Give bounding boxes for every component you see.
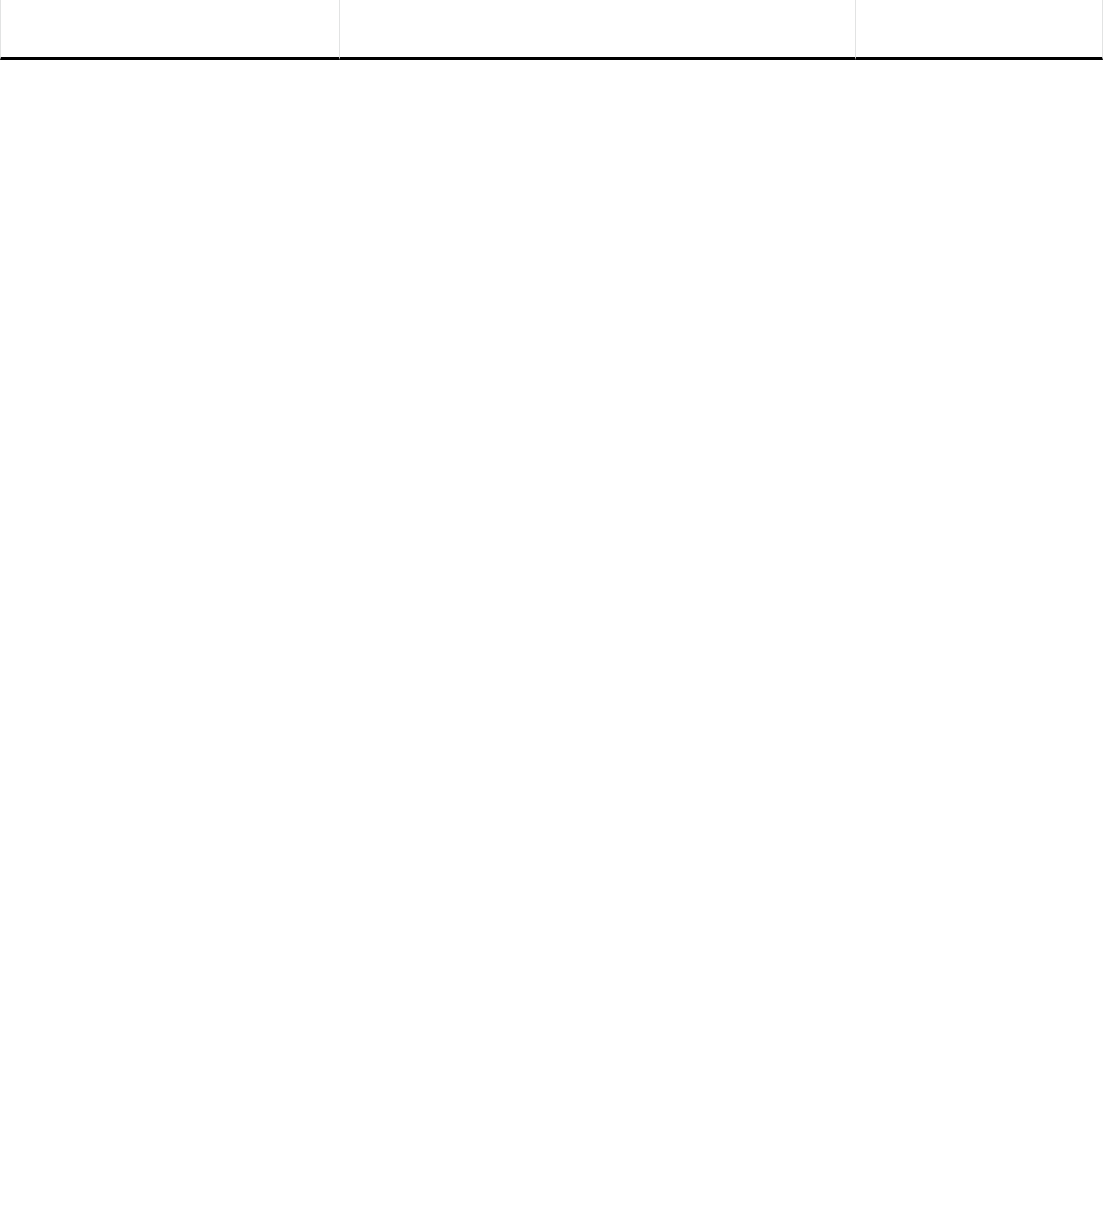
header-content[interactable] — [340, 0, 856, 60]
header-page[interactable] — [0, 0, 340, 60]
header-cell[interactable] — [909, 0, 962, 60]
header-cell[interactable] — [1055, 0, 1103, 60]
header-row — [0, 0, 1106, 60]
header-cell[interactable] — [962, 0, 1007, 60]
header-mvp-priority[interactable] — [856, 0, 909, 60]
header-cell[interactable] — [1007, 0, 1055, 60]
